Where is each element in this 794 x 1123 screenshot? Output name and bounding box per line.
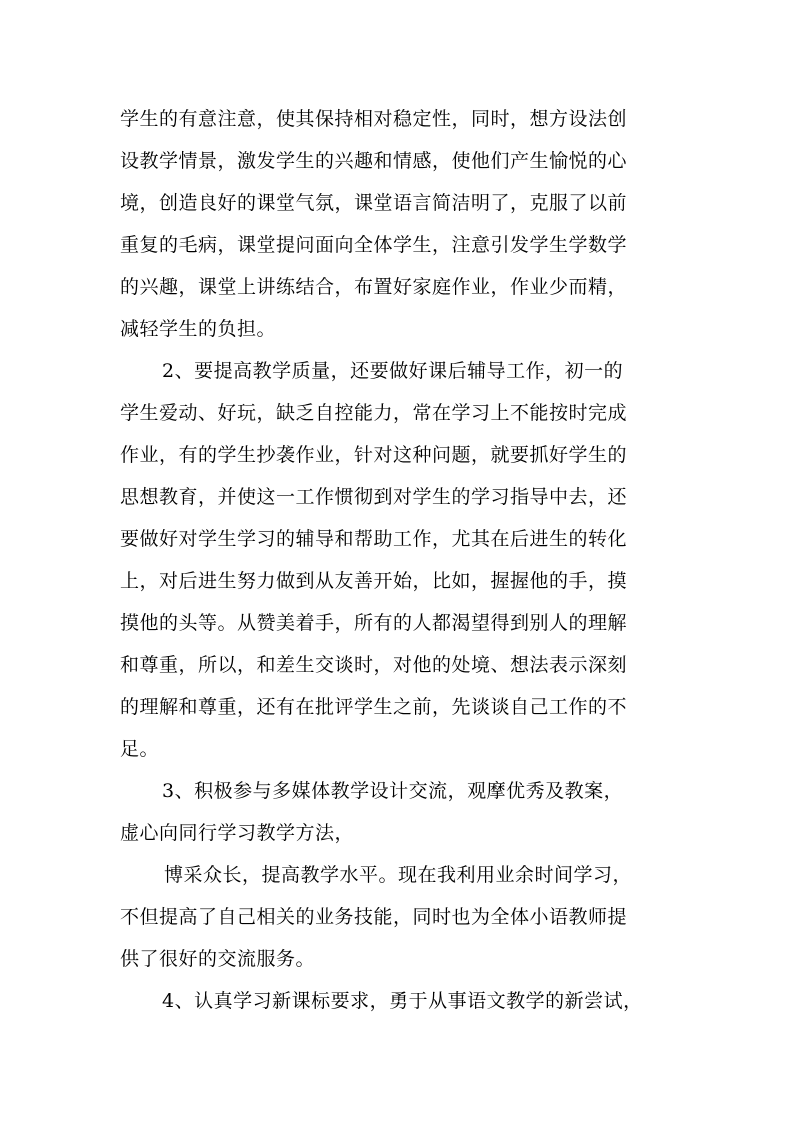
text-line: 减轻学生的负担。 [120,318,277,340]
text-line-indented: 博采众长，提高教学水平。现在我利用业余时间学习， [164,864,633,886]
text-line: 虚心向同行学习教学方法， [120,822,355,844]
text-line: 不但提高了自己相关的业务技能，同时也为全体小语教师提 [120,906,628,928]
text-line: 足。 [120,738,160,760]
text-line: 要做好对学生学习的辅导和帮助工作，尤其在后进生的转化 [120,528,628,550]
text-line: 和尊重，所以，和差生交谈时，对他的处境、想法表示深刻 [120,654,628,676]
text-line: 设教学情景，激发学生的兴趣和情感，使他们产生愉悦的心 [120,150,628,172]
text-line: 思想教育，并使这一工作惯彻到对学生的学习指导中去，还 [120,486,628,508]
text-line: 学生爱动、好玩，缺乏自控能力，常在学习上不能按时完成 [120,402,628,424]
text-line: 上，对后进生努力做到从友善开始，比如，握握他的手，摸 [120,570,628,592]
text-line: 境，创造良好的课堂气氛，课堂语言简洁明了，克服了以前 [120,192,628,214]
paragraph-3-start: 3、积极参与多媒体教学设计交流，观摩优秀及教案， [162,780,624,802]
text-line: 的理解和尊重，还有在批评学生之前，先谈谈自己工作的不 [120,696,628,718]
text-line: 作业，有的学生抄袭作业，针对这种问题，就要抓好学生的 [120,444,628,466]
text-line: 摸他的头等。从赞美着手，所有的人都渴望得到别人的理解 [120,612,628,634]
text-line: 学生的有意注意，使其保持相对稳定性，同时，想方设法创 [120,108,628,130]
paragraph-4-start: 4、认真学习新课标要求，勇于从事语文教学的新尝试， [162,990,643,1012]
text-line: 的兴趣，课堂上讲练结合，布置好家庭作业，作业少而精， [120,276,628,298]
text-line: 重复的毛病，课堂提问面向全体学生，注意引发学生学数学 [120,234,628,256]
text-line: 供了很好的交流服务。 [120,948,316,970]
paragraph-2-start: 2、要提高教学质量，还要做好课后辅导工作，初一的 [162,360,624,382]
